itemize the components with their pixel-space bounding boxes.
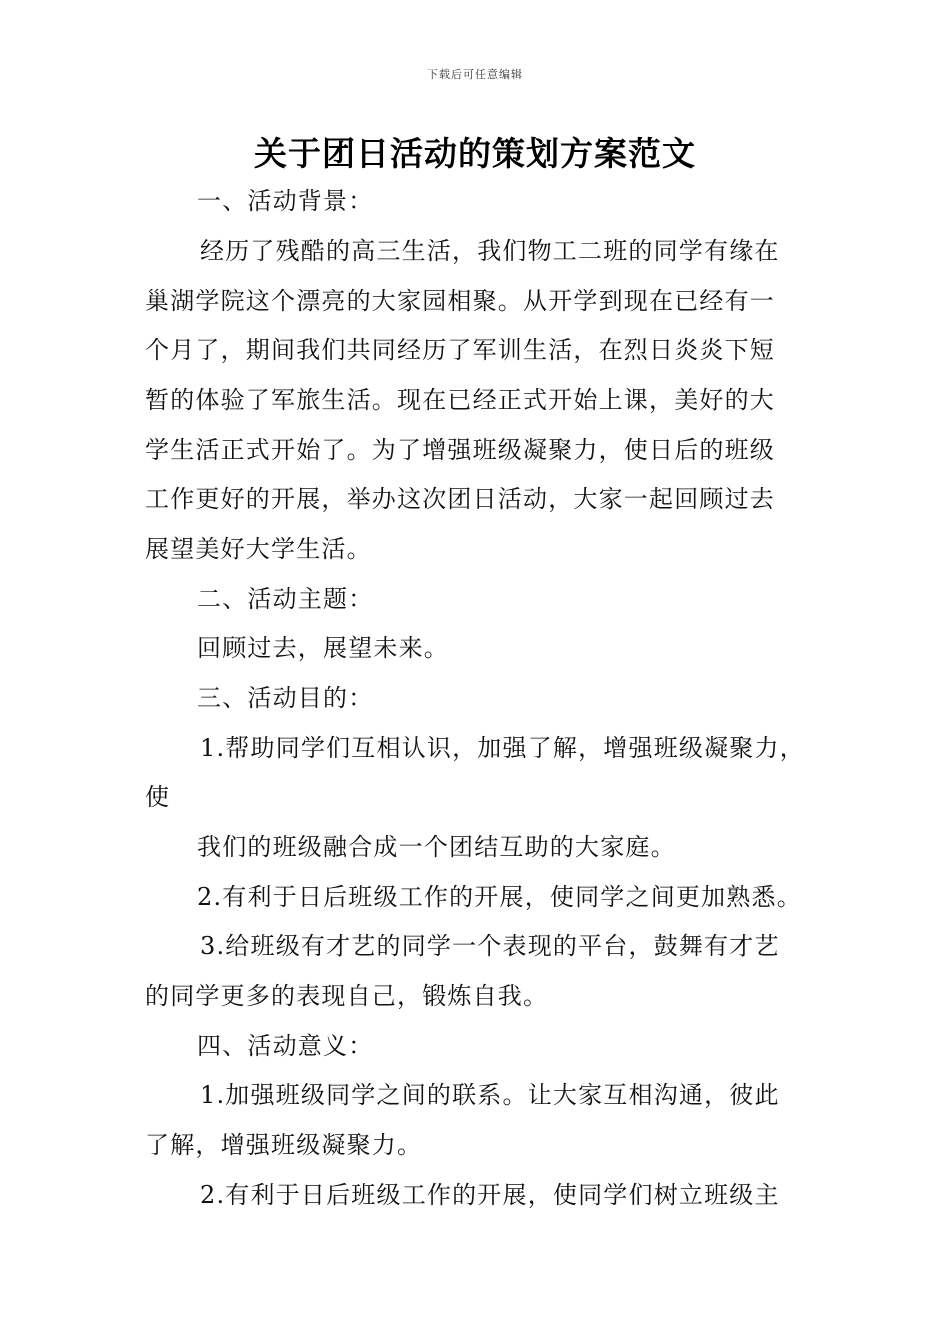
paragraph-line: 回顾过去，展望未来。 xyxy=(197,634,449,662)
paragraph-line: 2.有利于日后班级工作的开展，使同学之间更加熟悉。 xyxy=(197,883,802,911)
paragraph-line: 展望美好大学生活。 xyxy=(145,535,372,563)
paragraph-line: 使 xyxy=(145,783,171,811)
paragraph-line: 2.有利于日后班级工作的开展，使同学们树立班级主 xyxy=(200,1181,780,1209)
paragraph-line: 个月了，期间我们共同经历了军训生活，在烈日炎炎下短 xyxy=(145,336,775,364)
paragraph-line: 了解，增强班级凝聚力。 xyxy=(145,1131,423,1159)
section-heading-background: 一、活动背景： xyxy=(197,187,374,215)
paragraph-line: 工作更好的开展，举办这次团日活动，大家一起回顾过去 xyxy=(145,485,775,513)
document-title: 关于团日活动的策划方案范文 xyxy=(254,134,696,173)
paragraph-line: 1.帮助同学们互相认识，加强了解，增强班级凝聚力， xyxy=(200,734,805,762)
section-heading-theme: 二、活动主题： xyxy=(197,585,374,613)
section-heading-significance: 四、活动意义： xyxy=(197,1032,374,1060)
paragraph-line: 1.加强班级同学之间的联系。让大家互相沟通，彼此 xyxy=(200,1081,780,1109)
paragraph-line: 我们的班级融合成一个团结互助的大家庭。 xyxy=(197,833,676,861)
paragraph-line: 巢湖学院这个漂亮的大家园相聚。从开学到现在已经有一 xyxy=(145,287,775,315)
paragraph-line: 3.给班级有才艺的同学一个表现的平台，鼓舞有才艺 xyxy=(200,932,780,960)
paragraph-line: 的同学更多的表现自己，锻炼自我。 xyxy=(145,982,549,1010)
paragraph-line: 暂的体验了军旅生活。现在已经正式开始上课，美好的大 xyxy=(145,386,775,414)
header-note: 下载后可任意编辑 xyxy=(427,68,523,81)
section-heading-purpose: 三、活动目的： xyxy=(197,684,374,712)
paragraph-line: 学生活正式开始了。为了增强班级凝聚力，使日后的班级 xyxy=(145,436,775,464)
paragraph-line: 经历了残酷的高三生活，我们物工二班的同学有缘在 xyxy=(200,237,780,265)
